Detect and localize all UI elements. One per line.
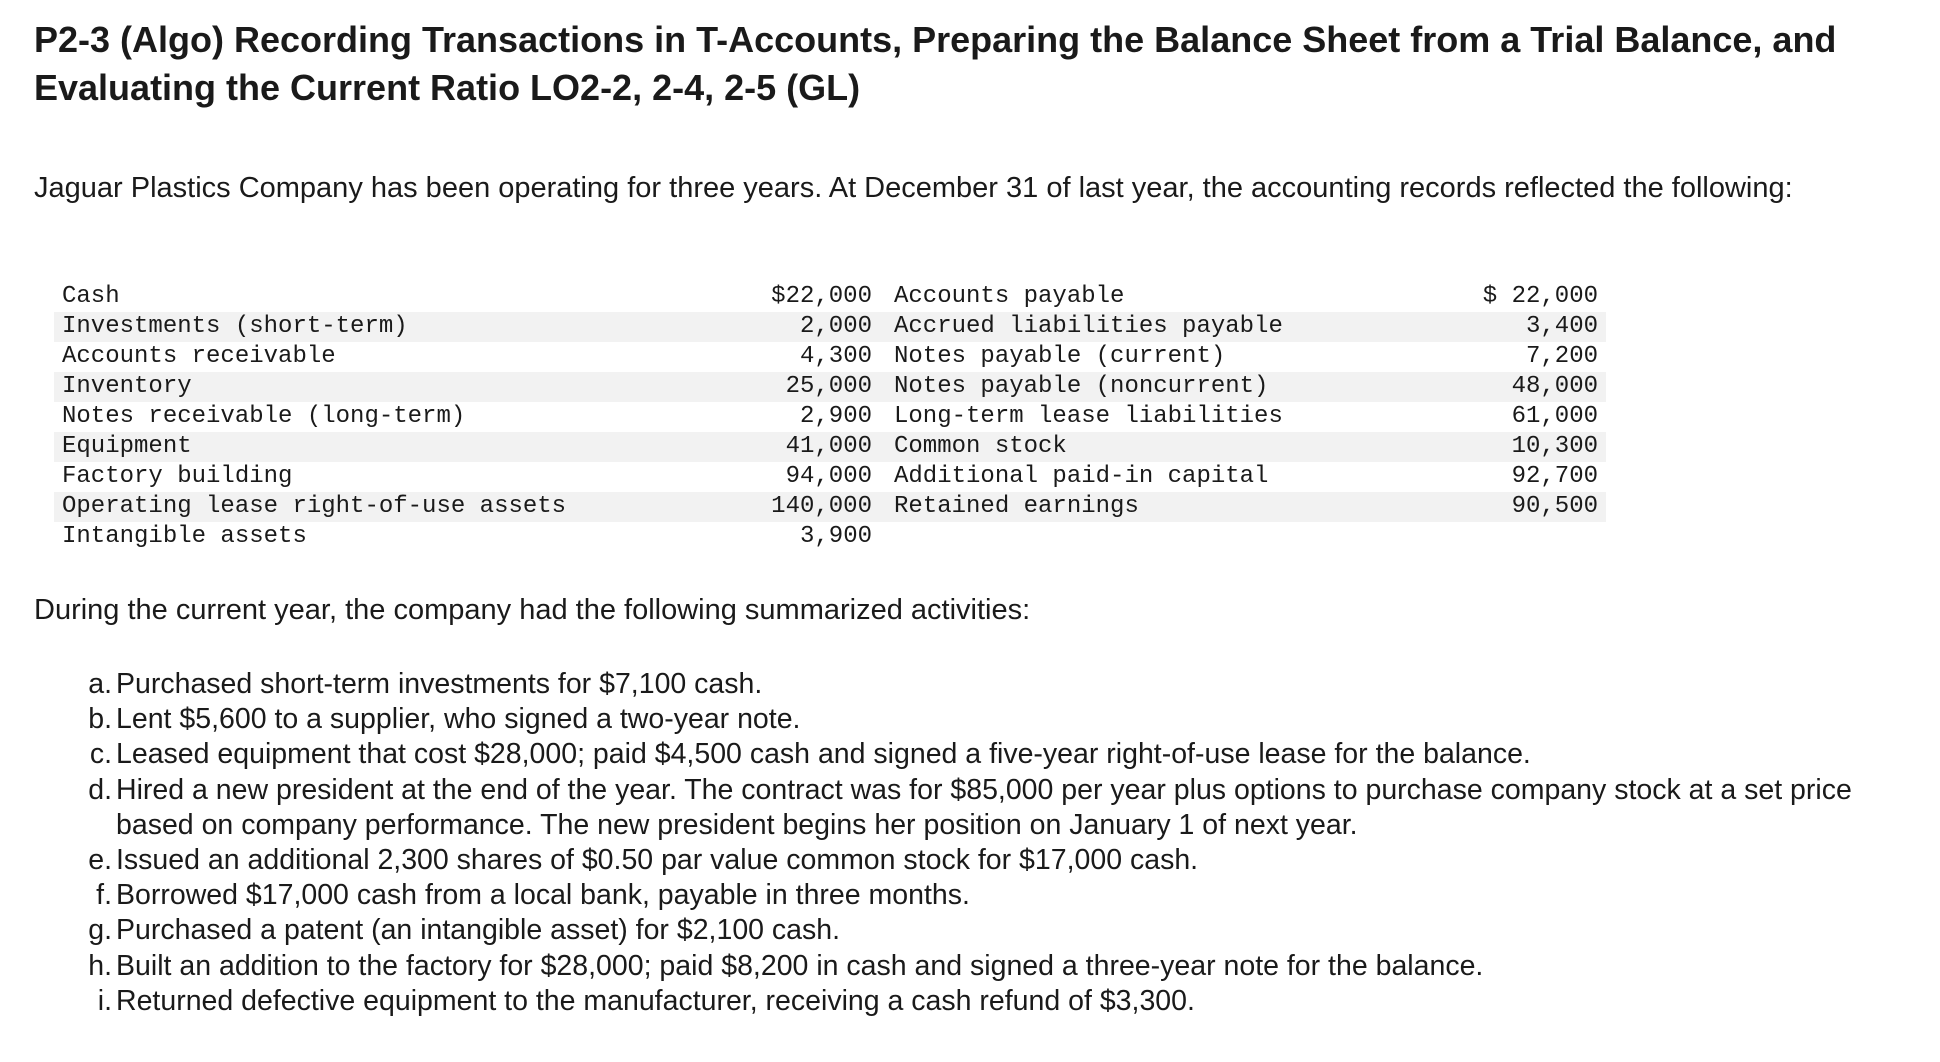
left-account-amount: 94,000 (785, 463, 872, 490)
left-account-name: Notes receivable (long-term) (62, 403, 466, 430)
right-account-name: Accrued liabilities payable (880, 312, 1462, 342)
balance-row (54, 282, 1606, 312)
right-account-amount: 61,000 (1511, 403, 1598, 430)
item-text: Issued an additional 2,300 shares of $0.50 par value common stock for $17,000 cash. (116, 844, 1199, 877)
list-item (78, 773, 1928, 843)
left-account-amount: $22,000 (771, 283, 872, 310)
left-account-name: Cash (62, 283, 120, 310)
left-account-name: Operating lease right-of-use assets (54, 492, 746, 522)
item-letter: a. (88, 668, 112, 700)
item-letter: c. (89, 738, 112, 771)
left-account-name: Accounts receivable (62, 343, 336, 370)
right-account-amount: 3,400 (1462, 312, 1606, 342)
problem-title: P2-3 (Algo) Recording Transactions in T-Accounts, Preparing the Balance Sheet from a Trial Balance, and Evaluating the Current Ratio LO2-2, 2-4, 2-5 (GL) (34, 19, 1837, 108)
item-text: Built an addition to the factory for $28,000; paid $8,200 in cash and signed a three-year note for the balance. (116, 949, 1484, 982)
item-text: Hired a new president at the end of the year. The contract was for $85,000 per year plus options to purchase company stock at a set price based on company performance. The new president begins her position on January 1 of next year. (116, 773, 1852, 841)
item-text: Purchased a patent (an intangible asset) for $2,100 cash. (116, 914, 841, 947)
right-account-name: Long-term lease liabilities (894, 403, 1283, 430)
item-text: Returned defective equipment to the manufacturer, receiving a cash refund of $3,300. (116, 984, 1195, 1017)
item-letter: d. (88, 773, 112, 806)
right-account-name (880, 522, 1462, 552)
item-text: Borrowed $17,000 cash from a local bank, payable in three months. (116, 879, 970, 912)
right-account-name: Accounts payable (894, 283, 1125, 310)
right-account-name: Notes payable (noncurrent) (880, 372, 1462, 402)
item-letter: e. (88, 844, 112, 877)
left-account-name: Equipment (54, 432, 746, 462)
right-account-amount: 7,200 (1525, 343, 1598, 370)
left-account-name: Inventory (54, 372, 746, 402)
item-letter: f. (96, 879, 112, 912)
right-account-name: Retained earnings (880, 492, 1462, 522)
list-item (78, 737, 1928, 772)
item-letter: g. (88, 914, 112, 947)
left-account-amount: 140,000 (746, 492, 880, 522)
activities-list (78, 667, 1928, 1019)
list-item (78, 949, 1928, 984)
balance-row (54, 432, 1606, 462)
balance-row (54, 312, 1606, 342)
right-account-amount (1462, 522, 1606, 552)
list-item (78, 913, 1928, 948)
right-account-amount: 92,700 (1511, 463, 1598, 490)
left-account-amount: 2,900 (799, 403, 872, 430)
item-text: Lent $5,600 to a supplier, who signed a two-year note. (116, 703, 801, 736)
right-account-name: Common stock (880, 432, 1462, 462)
item-letter: h. (88, 949, 112, 982)
activities-intro: During the current year, the company had the following summarized activities: (34, 594, 1031, 626)
item-text: Purchased short-term investments for $7,100 cash. (116, 668, 763, 700)
left-account-amount: 41,000 (746, 432, 880, 462)
left-account-amount: 3,900 (799, 523, 872, 550)
right-account-amount: 90,500 (1462, 492, 1606, 522)
left-account-name: Intangible assets (62, 523, 307, 550)
left-account-amount: 2,000 (746, 312, 880, 342)
problem-intro: Jaguar Plastics Company has been operating for three years. At December 31 of last year, the accounting records reflected the following: (34, 172, 1793, 204)
balance-row (54, 522, 1606, 552)
account-balances-table (54, 282, 1606, 552)
item-letter: i. (97, 984, 112, 1017)
left-account-name: Investments (short-term) (54, 312, 746, 342)
list-item (78, 878, 1928, 913)
balance-row (54, 342, 1606, 372)
balance-row (54, 492, 1606, 522)
list-item (78, 702, 1928, 737)
item-text: Leased equipment that cost $28,000; paid $4,500 cash and signed a five-year right-of-use lease for the balance. (116, 738, 1531, 771)
list-item (78, 843, 1928, 878)
balance-row (54, 372, 1606, 402)
balance-row (54, 402, 1606, 432)
item-letter: b. (88, 703, 112, 736)
right-account-amount: $ 22,000 (1482, 283, 1598, 310)
left-account-amount: 4,300 (799, 343, 872, 370)
left-account-name: Factory building (62, 463, 293, 490)
list-item (78, 984, 1928, 1019)
right-account-amount: 10,300 (1462, 432, 1606, 462)
right-account-name: Additional paid-in capital (894, 463, 1269, 490)
left-account-amount: 25,000 (746, 372, 880, 402)
list-item (78, 667, 1928, 702)
right-account-amount: 48,000 (1462, 372, 1606, 402)
balance-row (54, 462, 1606, 492)
right-account-name: Notes payable (current) (894, 343, 1226, 370)
